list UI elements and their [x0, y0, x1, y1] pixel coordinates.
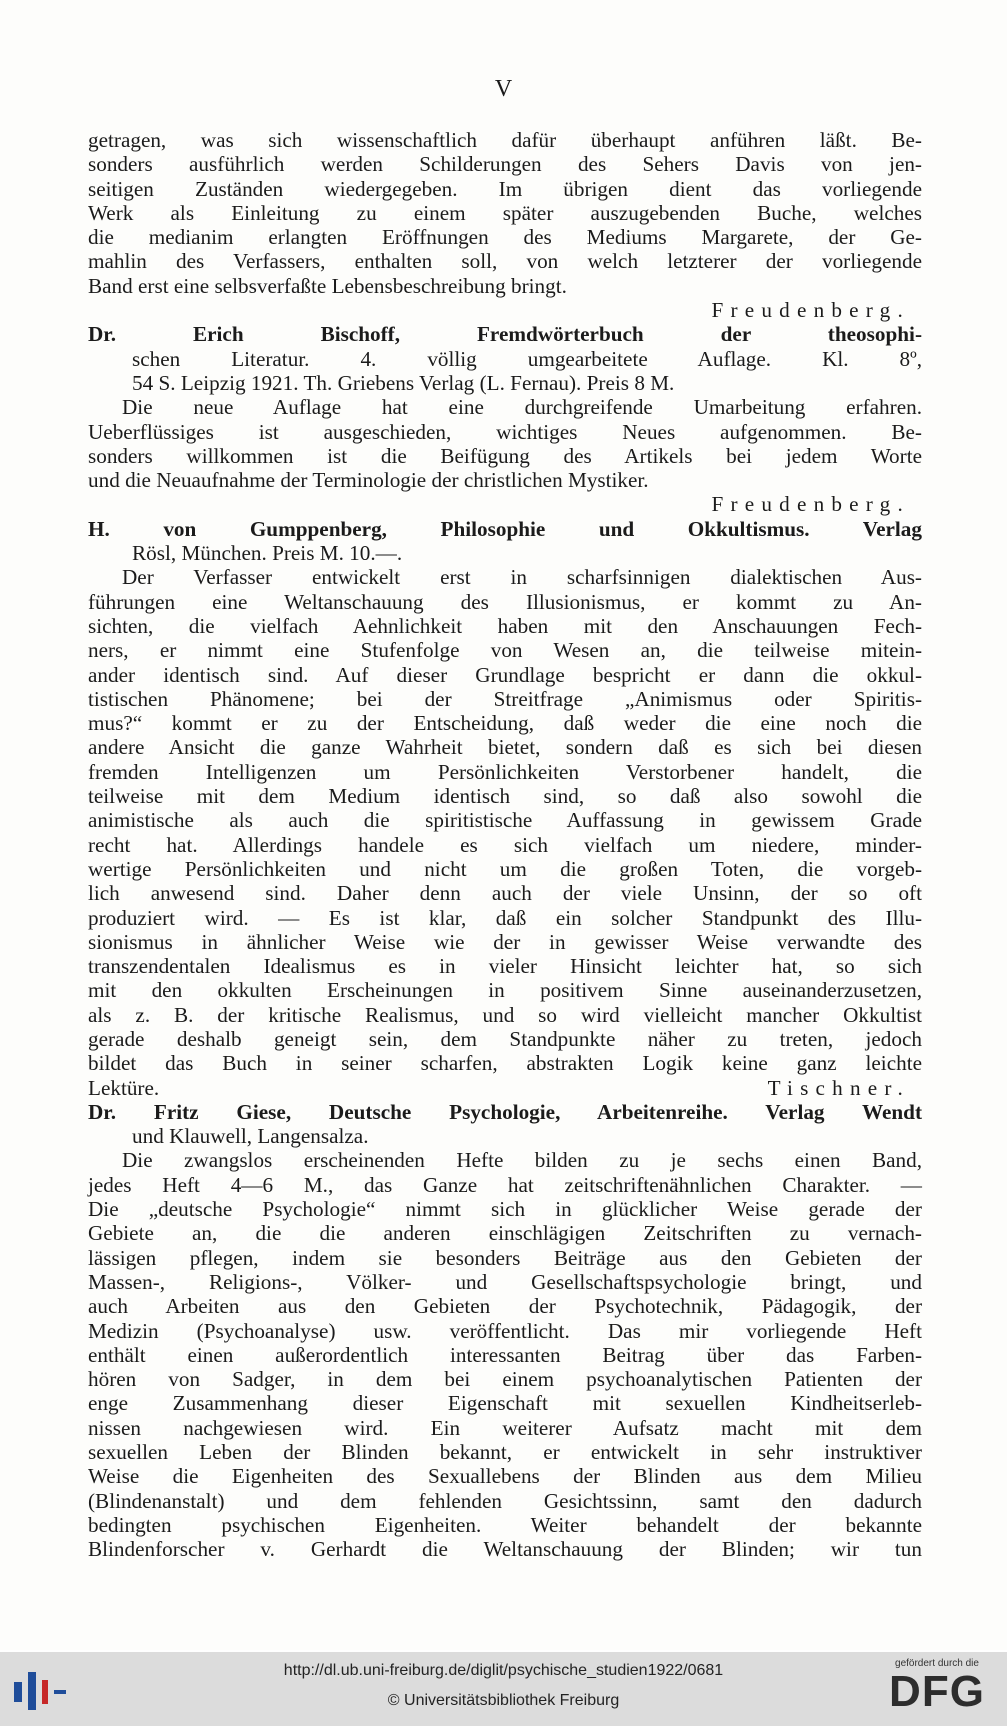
text-line: als z. B. der kritische Realismus, und so wird vielleicht mancher Okkultist: [88, 1002, 922, 1027]
text-line: fremden Intelligenzen um Persönlichkeiten Verstorbener handelt, die: [88, 759, 922, 784]
text-line: hören von Sadger, in dem bei einem psychoanalytischen Patienten der: [88, 1367, 922, 1392]
text-line: teilweise mit dem Medium identisch sind, so daß also sowohl die: [88, 784, 922, 809]
dfg-sponsor-logo: [879, 1658, 995, 1722]
review-heading: Dr. Fritz Giese, Deutsche Psychologie, Arbeitenreihe. Verlag Wendt: [88, 1099, 922, 1124]
text-line: gerade deshalb geneigt sein, dem Standpunkte näher zu treten, jedoch: [88, 1026, 922, 1051]
text-line: sonders willkommen ist die Beifügung des Artikels bei jedem Worte: [88, 443, 922, 468]
review-heading: Dr. Erich Bischoff, Fremdwörterbuch der theosophi-: [88, 322, 922, 347]
copyright-notice: © Universitätsbibliothek Freiburg: [387, 1692, 620, 1709]
text-line: mit den okkulten Erscheinungen in positivem Sinne auseinanderzusetzen,: [88, 978, 922, 1003]
review-heading: H. von Gumppenberg, Philosophie und Okkultismus. Verlag: [88, 516, 922, 541]
text-line: auch Arbeiten aus den Gebieten der Psychotechnik, Pädagogik, der: [88, 1294, 922, 1319]
text-line: sichten, die vielfach Aehnlichkeit haben mit den Anschauungen Fech-: [88, 613, 922, 638]
page-number: V: [494, 76, 513, 102]
text-line: Lektüre.: [88, 1075, 160, 1100]
text-line: tistischen Phänomene; bei der Streitfrage „Animismus oder Spiritis-: [88, 686, 922, 711]
text-line: bedingten psychischen Eigenheiten. Weiter behandelt der bekannte: [88, 1512, 922, 1537]
text-line: Der Verfasser entwickelt erst in scharfsinnigen dialektischen Aus-: [122, 565, 922, 590]
text-line: Gebiete an, die die anderen einschlägigen Zeitschriften zu vernach-: [88, 1221, 922, 1246]
sponsor-caption: gefördert durch die: [895, 1658, 979, 1669]
text-line: Weise die Eigenheiten des Sexuallebens der Blinden aus dem Milieu: [88, 1464, 922, 1489]
text-line: getragen, was sich wissenschaftlich dafür überhaupt anführen läßt. Be-: [88, 128, 922, 152]
text-line: Die „deutsche Psychologie“ nimmt sich in glücklicher Weise gerade der: [88, 1197, 922, 1222]
text-line: lässigen pflegen, indem sie besonders Beiträge aus den Gebieten der: [88, 1245, 922, 1270]
review-heading: und Klauwell, Langensalza.: [132, 1124, 369, 1149]
text-line: Band erst eine selbsverfaßte Lebensbeschreibung bringt.: [88, 273, 567, 298]
text-line: ners, er nimmt eine Stufenfolge von Wesen an, die teilweise mitein-: [88, 638, 922, 663]
page-text: [88, 128, 922, 1562]
text-line: Die neue Auflage hat eine durchgreifende Umarbeitung erfahren.: [122, 395, 922, 420]
reviewer-signature: Freudenberg.: [711, 298, 910, 323]
text-line: ander identisch sind. Auf dieser Grundlage bespricht er dann die okkul-: [88, 662, 922, 687]
text-line: und die Neuaufnahme der Terminologie der christlichen Mystiker.: [88, 468, 649, 493]
text-line: Blindenforscher v. Gerhardt die Weltanschauung der Blinden; wir tun: [88, 1537, 922, 1562]
text-line: Die zwangslos erscheinenden Hefte bilden zu je sechs einen Band,: [122, 1148, 922, 1173]
text-line: mus?“ kommt er zu der Entscheidung, daß weder die eine noch die: [88, 711, 922, 736]
text-line: produziert wird. — Es ist klar, daß ein solcher Standpunkt des Illu-: [88, 905, 922, 930]
text-line: andere Ansicht die ganze Wahrheit bietet, sondern daß es sich bei diesen: [88, 735, 922, 760]
text-line: führungen eine Weltanschauung des Illusionismus, er kommt zu An-: [88, 589, 922, 614]
text-line: Massen-, Religions-, Völker- und Gesellschaftspsychologie bringt, und: [88, 1269, 922, 1294]
text-line: enthält einen außerordentlich interessanten Beitrag über das Farben-: [88, 1342, 922, 1367]
text-line: lich anwesend sind. Daher denn auch der viele Unsinn, der so oft: [88, 881, 922, 906]
text-line: sexuellen Leben der Blinden bekannt, er entwickelt in sehr instruktiver: [88, 1440, 922, 1465]
text-line: Medizin (Psychoanalyse) usw. veröffentlicht. Das mir vorliegende Heft: [88, 1318, 922, 1343]
text-line: (Blindenanstalt) und dem fehlenden Gesichtssinn, samt den dadurch: [88, 1488, 922, 1513]
text-line: animistische als auch die spiritistische Auffassung in gewissem Grade: [88, 808, 922, 833]
text-line: Werk als Einleitung zu einem später auszugebenden Buche, welches: [88, 200, 922, 225]
text-line: seitigen Zuständen wiedergegeben. Im übrigen dient das vorliegende: [88, 176, 922, 201]
permalink-url[interactable]: http://dl.ub.uni-freiburg.de/diglit/psychische_studien1922/0681: [283, 1662, 724, 1679]
text-line: sonders ausführlich werden Schilderungen des Sehers Davis von jen-: [88, 152, 922, 177]
text-line: die medianim erlangten Eröffnungen des Mediums Margarete, der Ge-: [88, 225, 922, 250]
text-line: mahlin des Verfassers, enthalten soll, von welch letzterer der vorliegende: [88, 249, 922, 274]
reviewer-signature: Freudenberg.: [711, 492, 910, 517]
reviewer-signature: Tischner.: [767, 1075, 910, 1100]
review-heading: 54 S. Leipzig 1921. Th. Griebens Verlag (L. Fernau). Preis 8 M.: [132, 370, 675, 395]
text-line: wertige Persönlichkeiten und nicht um die großen Toten, die vorgeb-: [88, 856, 922, 881]
text-line: sionismus in ähnlicher Weise wie der in gewisser Weise verwandte des: [88, 929, 922, 954]
review-heading: Rösl, München. Preis M. 10.—.: [132, 541, 403, 566]
text-line: recht hat. Allerdings handele es sich vielfach um niedere, minder-: [88, 832, 922, 857]
text-line: transzendentalen Idealismus es in vieler Hinsicht leichter hat, so sich: [88, 954, 922, 979]
text-line: bildet das Buch in seiner scharfen, abstrakten Logik keine ganz leichte: [88, 1051, 922, 1076]
dfg-logo-text: DFG: [889, 1667, 985, 1716]
review-heading: schen Literatur. 4. völlig umgearbeitete Auflage. Kl. 8º,: [132, 346, 922, 371]
text-line: jedes Heft 4—6 M., das Ganze hat zeitschriftenähnlichen Charakter. —: [88, 1172, 922, 1197]
text-line: nissen nachgewiesen wird. Ein weiterer Aufsatz macht mit dem: [88, 1415, 922, 1440]
text-line: enge Zusammenhang dieser Eigenschaft mit sexuellen Kindheitserleb-: [88, 1391, 922, 1416]
viewer-footer: [0, 1652, 1007, 1726]
text-line: Ueberflüssiges ist ausgeschieden, wichtiges Neues aufgenommen. Be-: [88, 419, 922, 444]
